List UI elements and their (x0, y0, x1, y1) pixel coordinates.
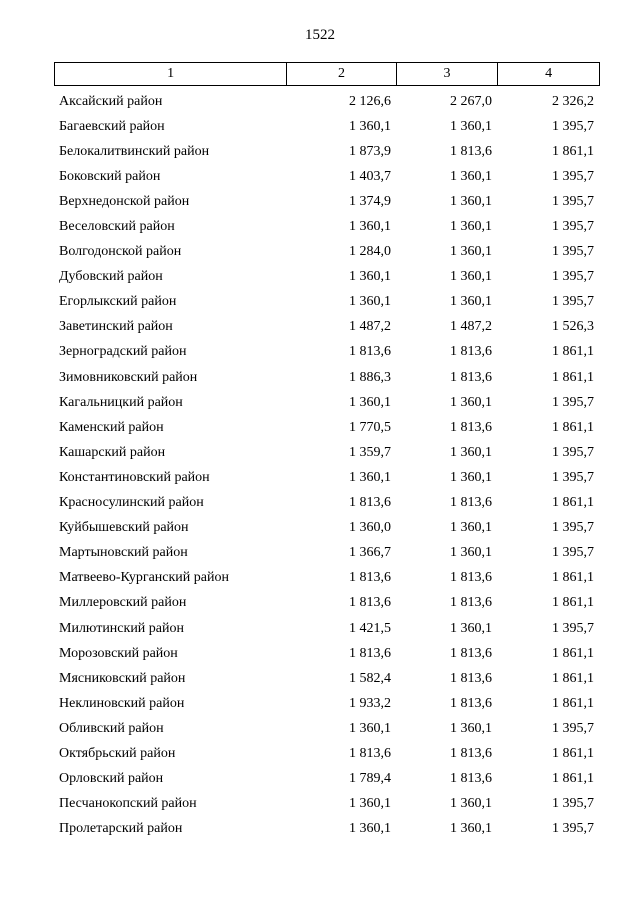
table-body (54, 89, 600, 842)
table-row (54, 164, 600, 189)
value-col-2: 1 284,0 (349, 244, 391, 260)
value-col-2: 1 360,1 (349, 219, 391, 235)
table-row (54, 114, 600, 139)
value-col-4: 1 861,1 (552, 143, 594, 159)
value-col-4: 1 395,7 (552, 520, 594, 536)
table-row (54, 189, 600, 214)
value-col-3: 1 360,1 (450, 821, 492, 837)
value-col-2: 1 886,3 (349, 369, 391, 385)
table-row (54, 265, 600, 290)
value-col-4: 1 861,1 (552, 670, 594, 686)
value-col-4: 2 326,2 (552, 93, 594, 109)
table-row (54, 290, 600, 315)
district-name: Волгодонской район (59, 244, 182, 260)
table-row (54, 817, 600, 842)
table-row (54, 792, 600, 817)
value-col-3: 1 360,1 (450, 444, 492, 460)
district-name: Миллеровский район (59, 595, 187, 611)
value-col-4: 1 861,1 (552, 570, 594, 586)
value-col-2: 1 366,7 (349, 545, 391, 561)
value-col-2: 1 360,1 (349, 821, 391, 837)
table-row (54, 365, 600, 390)
value-col-2: 1 374,9 (349, 193, 391, 209)
value-col-3: 1 360,1 (450, 244, 492, 260)
value-col-4: 1 526,3 (552, 319, 594, 335)
value-col-2: 2 126,6 (349, 93, 391, 109)
table-row (54, 315, 600, 340)
district-name: Обливский район (59, 720, 164, 736)
value-col-4: 1 395,7 (552, 394, 594, 410)
district-name: Морозовский район (59, 645, 178, 661)
table-row (54, 89, 600, 114)
value-col-3: 1 360,1 (450, 219, 492, 235)
value-col-2: 1 421,5 (349, 620, 391, 636)
value-col-3: 1 360,1 (450, 620, 492, 636)
value-col-4: 1 395,7 (552, 720, 594, 736)
value-col-3: 1 360,1 (450, 720, 492, 736)
value-col-2: 1 813,6 (349, 745, 391, 761)
table-row (54, 139, 600, 164)
value-col-2: 1 360,1 (349, 469, 391, 485)
value-col-4: 1 861,1 (552, 695, 594, 711)
value-col-4: 1 861,1 (552, 595, 594, 611)
header-col-1: 1 (167, 66, 175, 81)
table-row (54, 491, 600, 516)
value-col-2: 1 360,1 (349, 294, 391, 310)
value-col-2: 1 360,0 (349, 520, 391, 536)
value-col-2: 1 789,4 (349, 771, 391, 787)
value-col-3: 1 360,1 (450, 394, 492, 410)
value-col-3: 1 813,6 (450, 745, 492, 761)
district-name: Милютинский район (59, 620, 185, 636)
district-name: Аксайский район (59, 93, 163, 109)
value-col-2: 1 360,1 (349, 796, 391, 812)
value-col-2: 1 813,6 (349, 645, 391, 661)
value-col-3: 1 813,6 (450, 419, 492, 435)
value-col-2: 1 813,6 (349, 570, 391, 586)
table-row (54, 716, 600, 741)
table-row (54, 767, 600, 792)
district-name: Боковский район (59, 168, 161, 184)
value-col-3: 1 813,6 (450, 570, 492, 586)
value-col-4: 1 395,7 (552, 620, 594, 636)
district-name: Дубовский район (59, 269, 163, 285)
district-name: Егорлыкский район (59, 294, 177, 310)
value-col-2: 1 360,1 (349, 720, 391, 736)
table-row (54, 741, 600, 766)
page-number: 1522 (305, 27, 335, 43)
value-col-4: 1 395,7 (552, 469, 594, 485)
district-name: Белокалитвинский район (59, 143, 210, 159)
district-name: Пролетарский район (59, 821, 183, 837)
table-row (54, 516, 600, 541)
value-col-4: 1 395,7 (552, 294, 594, 310)
value-col-4: 1 861,1 (552, 771, 594, 787)
value-col-2: 1 933,2 (349, 695, 391, 711)
table-row (54, 240, 600, 265)
value-col-4: 1 395,7 (552, 244, 594, 260)
value-col-4: 1 861,1 (552, 495, 594, 511)
district-name: Зерноградский район (59, 344, 187, 360)
value-col-3: 1 813,6 (450, 645, 492, 661)
table-row (54, 390, 600, 415)
value-col-4: 1 861,1 (552, 745, 594, 761)
district-name: Багаевский район (59, 118, 165, 134)
value-col-3: 1 813,6 (450, 695, 492, 711)
value-col-2: 1 360,1 (349, 118, 391, 134)
table-header (54, 62, 600, 86)
district-name: Зимовниковский район (59, 369, 198, 385)
district-name: Верхнедонской район (59, 193, 190, 209)
table-row (54, 591, 600, 616)
district-name: Орловский район (59, 771, 164, 787)
header-col-2: 2 (286, 63, 396, 85)
district-name: Константиновский район (59, 469, 210, 485)
value-col-3: 1 360,1 (450, 545, 492, 561)
value-col-4: 1 395,7 (552, 168, 594, 184)
value-col-2: 1 403,7 (349, 168, 391, 184)
table-row (54, 616, 600, 641)
value-col-2: 1 813,6 (349, 595, 391, 611)
table-row (54, 214, 600, 239)
value-col-4: 1 861,1 (552, 419, 594, 435)
value-col-2: 1 487,2 (349, 319, 391, 335)
value-col-3: 1 813,6 (450, 771, 492, 787)
district-name: Кагальницкий район (59, 394, 183, 410)
district-name: Веселовский район (59, 219, 175, 235)
value-col-3: 1 360,1 (450, 118, 492, 134)
value-col-4: 1 395,7 (552, 821, 594, 837)
value-col-2: 1 813,6 (349, 495, 391, 511)
value-col-3: 1 813,6 (450, 344, 492, 360)
header-col-3: 3 (396, 63, 498, 85)
value-col-3: 1 360,1 (450, 469, 492, 485)
district-name: Каменский район (59, 419, 164, 435)
district-name: Кашарский район (59, 444, 166, 460)
value-col-3: 1 360,1 (450, 294, 492, 310)
value-col-4: 1 395,7 (552, 545, 594, 561)
value-col-4: 1 861,1 (552, 369, 594, 385)
value-col-3: 1 487,2 (450, 319, 492, 335)
district-name: Мартыновский район (59, 545, 188, 561)
table-row (54, 340, 600, 365)
value-col-3: 1 360,1 (450, 193, 492, 209)
value-col-4: 1 395,7 (552, 219, 594, 235)
value-col-2: 1 813,6 (349, 344, 391, 360)
district-name: Октябрьский район (59, 745, 176, 761)
value-col-4: 1 861,1 (552, 344, 594, 360)
value-col-2: 1 360,1 (349, 394, 391, 410)
value-col-4: 1 395,7 (552, 118, 594, 134)
value-col-2: 1 582,4 (349, 670, 391, 686)
value-col-4: 1 861,1 (552, 645, 594, 661)
value-col-4: 1 395,7 (552, 444, 594, 460)
table-row (54, 465, 600, 490)
value-col-3: 1 360,1 (450, 168, 492, 184)
value-col-3: 1 813,6 (450, 143, 492, 159)
value-col-3: 1 813,6 (450, 369, 492, 385)
value-col-3: 1 813,6 (450, 495, 492, 511)
district-name: Неклиновский район (59, 695, 185, 711)
table-row (54, 541, 600, 566)
value-col-3: 1 813,6 (450, 670, 492, 686)
value-col-2: 1 359,7 (349, 444, 391, 460)
value-col-2: 1 360,1 (349, 269, 391, 285)
table-row (54, 691, 600, 716)
table-row (54, 440, 600, 465)
value-col-3: 1 360,1 (450, 796, 492, 812)
value-col-2: 1 873,9 (349, 143, 391, 159)
table-row (54, 566, 600, 591)
district-name: Заветинский район (59, 319, 173, 335)
value-col-4: 1 395,7 (552, 269, 594, 285)
table-row (54, 415, 600, 440)
district-name: Красносулинский район (59, 495, 204, 511)
value-col-3: 2 267,0 (450, 93, 492, 109)
district-name: Мясниковский район (59, 670, 186, 686)
value-col-3: 1 360,1 (450, 269, 492, 285)
district-name: Матвеево-Курганский район (59, 570, 229, 586)
table-row (54, 641, 600, 666)
value-col-3: 1 813,6 (450, 595, 492, 611)
value-col-3: 1 360,1 (450, 520, 492, 536)
table-row (54, 666, 600, 691)
value-col-4: 1 395,7 (552, 796, 594, 812)
value-col-2: 1 770,5 (349, 419, 391, 435)
header-col-4: 4 (497, 63, 599, 85)
district-name: Песчанокопский район (59, 796, 197, 812)
value-col-4: 1 395,7 (552, 193, 594, 209)
district-name: Куйбышевский район (59, 520, 189, 536)
